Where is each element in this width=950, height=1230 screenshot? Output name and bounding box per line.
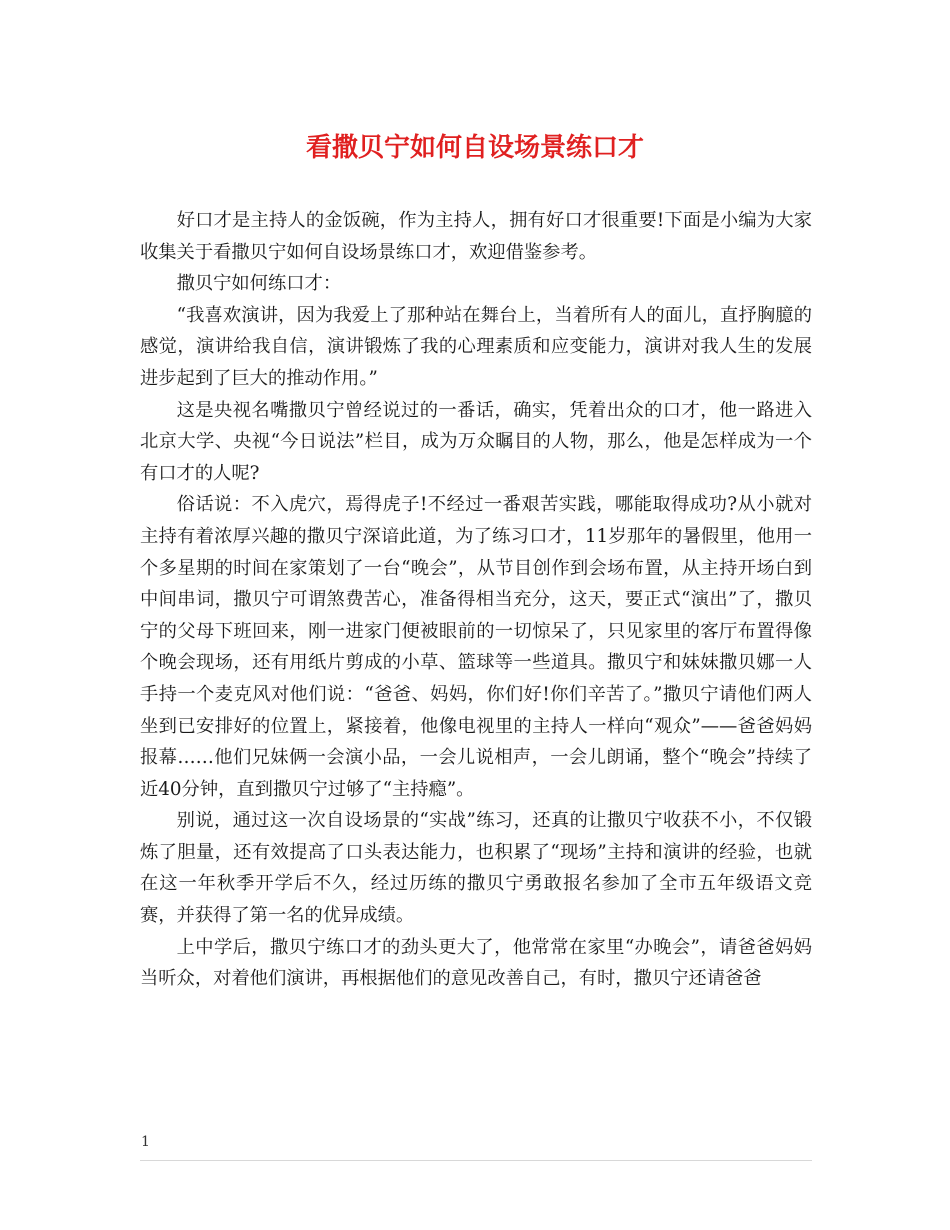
paragraph-quote: “我喜欢演讲，因为我爱上了那种站在舞台上，当着所有人的面儿，直抒胸臆的感觉，演讲给我自信，演讲锻炼了我的心理素质和应变能力，演讲对我人生的发展进步起到了巨大的推动作用。”: [140, 304, 812, 389]
document-body: [140, 205, 812, 995]
paragraph-story: 俗话说：不入虎穴，焉得虎子!不经过一番艰苦实践，哪能取得成功?从小就对主持有着浓厚兴趣的撒贝宁深谙此道，为了练习口才，11岁那年的暑假里，他用一个多星期的时间在家策划了一台“晚会”，从节目创作到会场布置，从主持开场白到中间串词，撒贝宁可谓煞费苦心，准备得相当充分，这天，要正式“演出”了，撒贝宁的父母下班回来，刚一进家门便被眼前的一切惊呆了，只见家里的客厅布置得像个晚会现场，还有用纸片剪成的小草、篮球等一些道具。撒贝宁和妹妹撒贝娜一人手持一个麦克风对他们说：“爸爸、妈妈，你们好!你们辛苦了。”撒贝宁请他们两人坐到已安排好的位置上，紧接着，他像电视里的主持人一样向“观众”——爸爸妈妈报幕……他们兄妹俩一会演小品，一会儿说相声，一会儿朗诵，整个“晚会”持续了近40分钟，直到撒贝宁过够了“主持瘾”。: [140, 494, 812, 800]
paragraph-context: 这是央视名嘴撒贝宁曾经说过的一番话，确实，凭着出众的口才，他一路进入北京大学、央视“今日说法”栏目，成为万众瞩目的人物，那么，他是怎样成为一个有口才的人呢?: [140, 399, 812, 484]
paragraph-middle-school: 上中学后，撒贝宁练口才的劲头更大了，他常常在家里“办晚会”，请爸爸妈妈当听众，对着他们演讲，再根据他们的意见改善自己，有时，撒贝宁还请爸爸: [140, 936, 812, 990]
paragraph-heading: 撒贝宁如何练口才：: [176, 273, 342, 295]
paragraph-result: 别说，通过这一次自设场景的“实战”练习，还真的让撒贝宁收获不小，不仅锻炼了胆量，还有效提高了口头表达能力，也积累了“现场”主持和演讲的经验，也就在这一年秋季开学后不久，经过历练的撒贝宁勇敢报名参加了全市五年级语文竞赛，并获得了第一名的优异成绩。: [140, 810, 812, 927]
paragraph-intro: 好口才是主持人的金饭碗，作为主持人，拥有好口才很重要!下面是小编为大家收集关于看撒贝宁如何自设场景练口才，欢迎借鉴参考。: [140, 210, 812, 263]
document-title: 看撒贝宁如何自设场景练口才: [305, 133, 644, 163]
footer-divider: [140, 1160, 812, 1161]
page-number: 1: [141, 1134, 150, 1150]
